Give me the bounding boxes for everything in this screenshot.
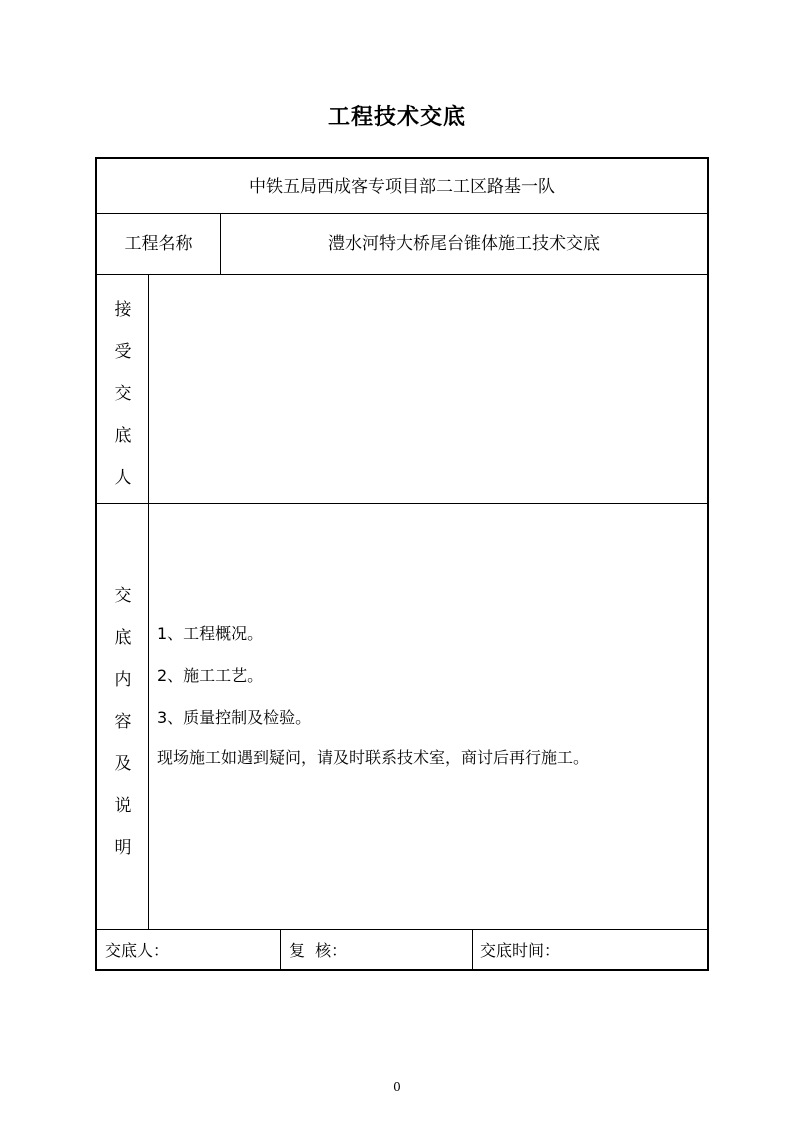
disclosure-time-label: 交底时间： [480, 941, 561, 960]
content-label-char: 底 [114, 628, 132, 648]
receiver-label-char: 受 [114, 342, 132, 362]
column-divider [472, 929, 473, 969]
column-divider [280, 929, 281, 969]
receiver-label-char: 交 [114, 384, 132, 404]
project-name-label: 工程名称 [124, 234, 193, 254]
content-line: 现场施工如遇到疑问，请及时联系技术室，商讨后再行施工。 [157, 748, 590, 767]
disclosure-form-table [95, 157, 709, 971]
document-title: 工程技术交底 [327, 104, 466, 130]
content-label-char: 内 [114, 670, 132, 690]
row-divider [97, 503, 707, 504]
row-divider [97, 929, 707, 930]
content-line: 2、施工工艺。 [157, 666, 264, 685]
content-label-char: 说 [114, 796, 132, 816]
project-name-value: 澧水河特大桥尾台锥体施工技术交底 [328, 234, 600, 254]
content-label-char: 容 [114, 712, 132, 732]
content-line: 1、工程概况。 [157, 624, 264, 643]
receiver-label-char: 人 [114, 468, 132, 488]
row-divider [97, 274, 707, 275]
content-label-char: 及 [114, 754, 132, 774]
presenter-label: 交底人： [105, 941, 170, 960]
page-number: 0 [393, 1080, 401, 1094]
review-label: 复 核： [289, 941, 348, 960]
receiver-label [97, 295, 149, 505]
content-label-char: 明 [114, 838, 132, 858]
content-line: 3、质量控制及检验。 [157, 708, 312, 727]
receiver-label-char: 接 [114, 300, 132, 320]
row-divider [97, 213, 707, 214]
receiver-label-char: 底 [114, 426, 132, 446]
unit-name: 中铁五局西成客专项目部二工区路基一队 [249, 177, 555, 197]
content-label [97, 581, 149, 875]
content-label-char: 交 [114, 586, 132, 606]
